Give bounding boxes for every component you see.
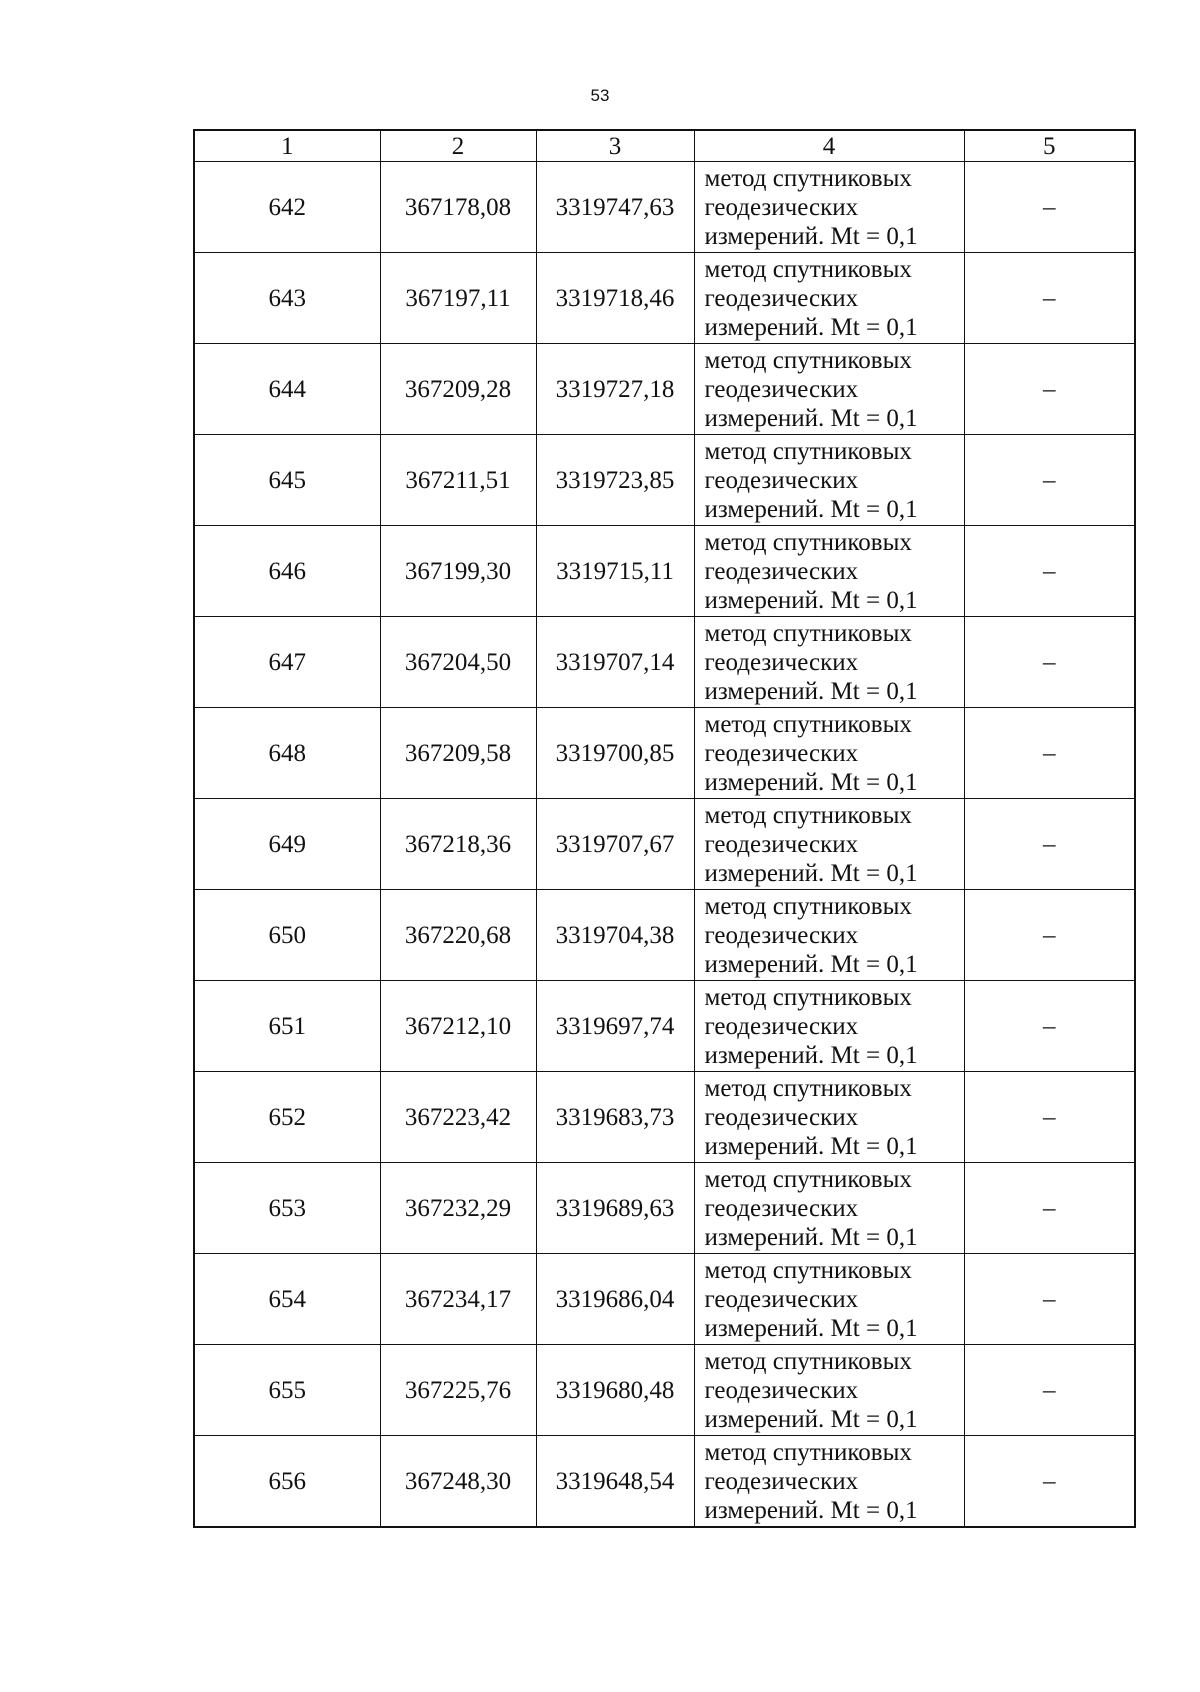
method-line: геодезических xyxy=(704,466,859,494)
x-coordinate-cell: 367209,28 xyxy=(380,344,536,435)
column-header-1: 1 xyxy=(194,130,380,162)
table-row xyxy=(194,799,1135,890)
x-coordinate-cell: 367220,68 xyxy=(380,890,536,981)
y-coordinate-cell: 3319700,85 xyxy=(536,708,694,799)
x-coordinate-cell: 367218,36 xyxy=(380,799,536,890)
method-cell xyxy=(694,617,964,708)
method-line: измерений. Mt = 0,1 xyxy=(704,1041,918,1069)
note-cell: – xyxy=(964,981,1135,1072)
note-cell: – xyxy=(964,617,1135,708)
point-number-cell: 656 xyxy=(194,1436,380,1528)
note-cell: – xyxy=(964,708,1135,799)
method-line: геодезических xyxy=(704,1285,859,1313)
method-line: метод спутниковых xyxy=(704,619,912,647)
method-line: измерений. Mt = 0,1 xyxy=(704,1132,918,1160)
table-row xyxy=(194,708,1135,799)
method-line: измерений. Mt = 0,1 xyxy=(704,859,918,887)
y-coordinate-cell: 3319689,63 xyxy=(536,1163,694,1254)
table-row xyxy=(194,617,1135,708)
point-number-cell: 645 xyxy=(194,435,380,526)
point-number-cell: 642 xyxy=(194,162,380,253)
x-coordinate-cell: 367234,17 xyxy=(380,1254,536,1345)
point-number-cell: 649 xyxy=(194,799,380,890)
method-line: метод спутниковых xyxy=(704,528,912,556)
column-header-3: 3 xyxy=(536,130,694,162)
method-line: измерений. Mt = 0,1 xyxy=(704,1496,918,1524)
method-line: измерений. Mt = 0,1 xyxy=(704,1405,918,1433)
note-cell: – xyxy=(964,890,1135,981)
x-coordinate-cell: 367199,30 xyxy=(380,526,536,617)
method-cell xyxy=(694,162,964,253)
method-line: измерений. Mt = 0,1 xyxy=(704,1314,918,1342)
method-cell xyxy=(694,799,964,890)
table-header-row xyxy=(194,130,1135,162)
method-cell xyxy=(694,435,964,526)
method-cell xyxy=(694,253,964,344)
x-coordinate-cell: 367225,76 xyxy=(380,1345,536,1436)
method-line: метод спутниковых xyxy=(704,164,912,192)
x-coordinate-cell: 367248,30 xyxy=(380,1436,536,1528)
note-cell: – xyxy=(964,526,1135,617)
method-cell xyxy=(694,708,964,799)
method-line: метод спутниковых xyxy=(704,892,912,920)
method-cell xyxy=(694,526,964,617)
point-number-cell: 647 xyxy=(194,617,380,708)
point-number-cell: 650 xyxy=(194,890,380,981)
method-line: геодезических xyxy=(704,557,859,585)
y-coordinate-cell: 3319686,04 xyxy=(536,1254,694,1345)
method-line: метод спутниковых xyxy=(704,801,912,829)
method-line: метод спутниковых xyxy=(704,346,912,374)
method-line: геодезических xyxy=(704,1194,859,1222)
method-line: измерений. Mt = 0,1 xyxy=(704,768,918,796)
method-cell xyxy=(694,981,964,1072)
y-coordinate-cell: 3319747,63 xyxy=(536,162,694,253)
note-cell: – xyxy=(964,799,1135,890)
table-row xyxy=(194,981,1135,1072)
column-header-4: 4 xyxy=(694,130,964,162)
method-line: метод спутниковых xyxy=(704,1347,912,1375)
method-line: метод спутниковых xyxy=(704,437,912,465)
x-coordinate-cell: 367232,29 xyxy=(380,1163,536,1254)
method-cell xyxy=(694,1072,964,1163)
table-row xyxy=(194,1254,1135,1345)
x-coordinate-cell: 367209,58 xyxy=(380,708,536,799)
x-coordinate-cell: 367211,51 xyxy=(380,435,536,526)
table-row xyxy=(194,1072,1135,1163)
method-line: геодезических xyxy=(704,648,859,676)
method-cell xyxy=(694,1163,964,1254)
x-coordinate-cell: 367197,11 xyxy=(380,253,536,344)
table-row xyxy=(194,1163,1135,1254)
method-line: метод спутниковых xyxy=(704,710,912,738)
method-line: геодезических xyxy=(704,921,859,949)
method-line: геодезических xyxy=(704,1376,859,1404)
note-cell: – xyxy=(964,1345,1135,1436)
table-row xyxy=(194,526,1135,617)
y-coordinate-cell: 3319707,14 xyxy=(536,617,694,708)
note-cell: – xyxy=(964,1436,1135,1528)
y-coordinate-cell: 3319707,67 xyxy=(536,799,694,890)
table-row xyxy=(194,1436,1135,1528)
method-cell xyxy=(694,1254,964,1345)
note-cell: – xyxy=(964,162,1135,253)
table-row xyxy=(194,1345,1135,1436)
table-body xyxy=(194,162,1135,1528)
column-header-2: 2 xyxy=(380,130,536,162)
method-line: метод спутниковых xyxy=(704,1165,912,1193)
note-cell: – xyxy=(964,253,1135,344)
note-cell: – xyxy=(964,1163,1135,1254)
y-coordinate-cell: 3319683,73 xyxy=(536,1072,694,1163)
method-line: измерений. Mt = 0,1 xyxy=(704,222,918,250)
point-number-cell: 648 xyxy=(194,708,380,799)
table-row xyxy=(194,890,1135,981)
table-row xyxy=(194,253,1135,344)
note-cell: – xyxy=(964,435,1135,526)
method-line: геодезических xyxy=(704,375,859,403)
method-cell xyxy=(694,344,964,435)
coordinates-table xyxy=(193,129,1136,1528)
method-line: геодезических xyxy=(704,1467,859,1495)
y-coordinate-cell: 3319723,85 xyxy=(536,435,694,526)
x-coordinate-cell: 367204,50 xyxy=(380,617,536,708)
table-row xyxy=(194,162,1135,253)
note-cell: – xyxy=(964,1254,1135,1345)
method-line: метод спутниковых xyxy=(704,983,912,1011)
y-coordinate-cell: 3319648,54 xyxy=(536,1436,694,1528)
method-line: геодезических xyxy=(704,1103,859,1131)
table-row xyxy=(194,435,1135,526)
method-line: геодезических xyxy=(704,1012,859,1040)
y-coordinate-cell: 3319715,11 xyxy=(536,526,694,617)
page-number: 53 xyxy=(590,86,610,105)
method-line: измерений. Mt = 0,1 xyxy=(704,313,918,341)
table-row xyxy=(194,344,1135,435)
method-cell xyxy=(694,1436,964,1528)
method-line: геодезических xyxy=(704,830,859,858)
method-line: геодезических xyxy=(704,739,859,767)
method-line: измерений. Mt = 0,1 xyxy=(704,677,918,705)
method-line: метод спутниковых xyxy=(704,1438,912,1466)
point-number-cell: 644 xyxy=(194,344,380,435)
point-number-cell: 646 xyxy=(194,526,380,617)
point-number-cell: 651 xyxy=(194,981,380,1072)
note-cell: – xyxy=(964,344,1135,435)
method-line: измерений. Mt = 0,1 xyxy=(704,950,918,978)
y-coordinate-cell: 3319680,48 xyxy=(536,1345,694,1436)
method-line: метод спутниковых xyxy=(704,1256,912,1284)
y-coordinate-cell: 3319718,46 xyxy=(536,253,694,344)
method-cell xyxy=(694,1345,964,1436)
point-number-cell: 653 xyxy=(194,1163,380,1254)
note-cell: – xyxy=(964,1072,1135,1163)
method-cell xyxy=(694,890,964,981)
x-coordinate-cell: 367212,10 xyxy=(380,981,536,1072)
y-coordinate-cell: 3319697,74 xyxy=(536,981,694,1072)
point-number-cell: 652 xyxy=(194,1072,380,1163)
point-number-cell: 655 xyxy=(194,1345,380,1436)
method-line: измерений. Mt = 0,1 xyxy=(704,404,918,432)
y-coordinate-cell: 3319727,18 xyxy=(536,344,694,435)
column-header-5: 5 xyxy=(964,130,1135,162)
method-line: метод спутниковых xyxy=(704,255,912,283)
method-line: измерений. Mt = 0,1 xyxy=(704,495,918,523)
method-line: измерений. Mt = 0,1 xyxy=(704,586,918,614)
x-coordinate-cell: 367178,08 xyxy=(380,162,536,253)
method-line: геодезических xyxy=(704,284,859,312)
point-number-cell: 643 xyxy=(194,253,380,344)
y-coordinate-cell: 3319704,38 xyxy=(536,890,694,981)
method-line: измерений. Mt = 0,1 xyxy=(704,1223,918,1251)
x-coordinate-cell: 367223,42 xyxy=(380,1072,536,1163)
method-line: геодезических xyxy=(704,193,859,221)
point-number-cell: 654 xyxy=(194,1254,380,1345)
method-line: метод спутниковых xyxy=(704,1074,912,1102)
